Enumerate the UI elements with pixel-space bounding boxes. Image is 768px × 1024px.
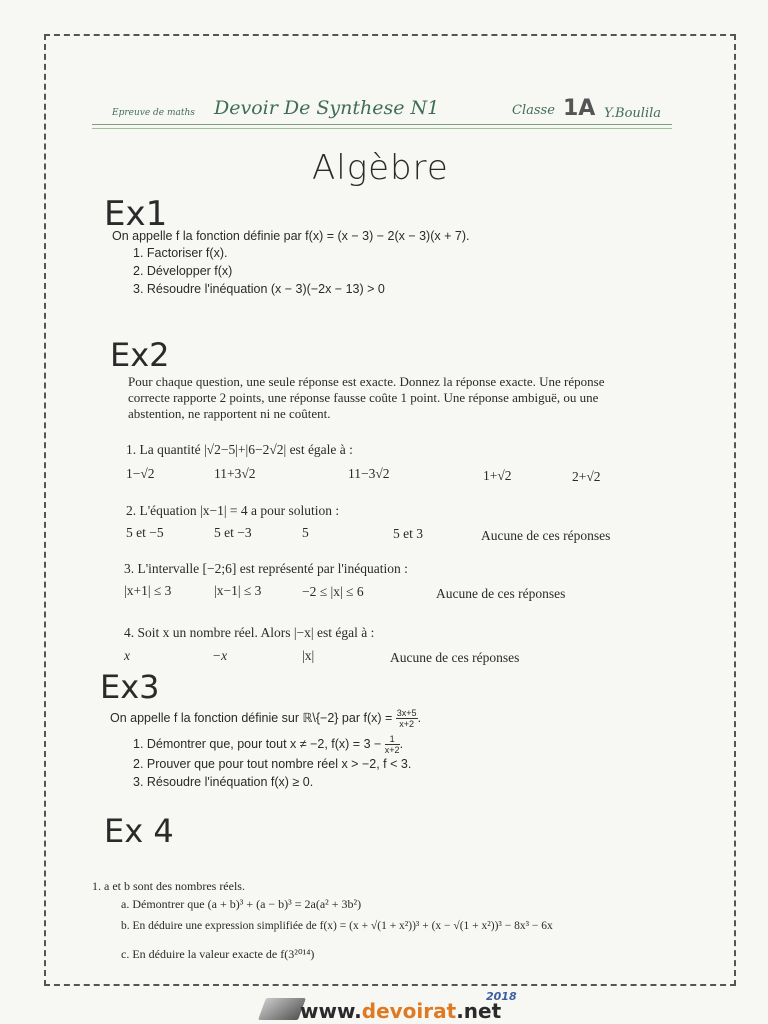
ex2-q2-option-5: Aucune de ces réponses [481, 528, 611, 543]
ex4-sub-a: a. Démontrer que (a + b)³ + (a − b)³ = 2a(a² + 3b²) [121, 897, 362, 911]
ex2-q2-option-1: 5 et −5 [126, 525, 164, 540]
ex3-item-2: 2. Prouver que pour tout nombre réel x > −2, f < 3. [133, 757, 412, 771]
footer-suffix: .net [456, 999, 502, 1023]
ex2-intro-line-3: abstention, ne rapportent ni ne coûtent. [128, 406, 331, 421]
ex4-label: Ex 4 [104, 812, 174, 850]
ex2-q1-option-5: 2+√2 [572, 469, 601, 484]
ex2-q1-option-4: 1+√2 [483, 468, 512, 483]
ex2-q4-option-3: |x| [302, 648, 315, 663]
ex3-intro-fraction [396, 708, 418, 729]
ex2-q3-option-3: −2 ≤ |x| ≤ 6 [302, 584, 364, 599]
ex3-intro-denominator: x+2 [399, 719, 415, 729]
header-title: Devoir De Synthese N1 [214, 97, 440, 119]
footer-prefix: www. [300, 999, 362, 1023]
ex2-q4-option-4: Aucune de ces réponses [390, 650, 520, 665]
ex1-item-1: 1. Factoriser f(x). [133, 246, 228, 260]
ex4-sub-c: c. En déduire la valeur exacte de f(3²⁰¹⁴) [121, 947, 315, 961]
ex3-intro-text: On appelle f la fonction définie sur ℝ\{−2} par f(x) = [110, 710, 393, 725]
section-title: Algèbre [312, 148, 449, 188]
header-epreuve: Epreuve de maths [112, 108, 195, 118]
ex2-q2-option-4: 5 et 3 [393, 526, 423, 541]
ex3-item-3: 3. Résoudre l'inéquation f(x) ≥ 0. [133, 775, 314, 789]
ex2-intro-line-1: Pour chaque question, une seule réponse est exacte. Donnez la réponse exacte. Une réponse [128, 374, 605, 389]
ex1-item-2: 2. Développer f(x) [133, 264, 233, 278]
ex3-item-1-fraction [385, 734, 400, 755]
ex2-q1-option-3: 11−3√2 [348, 466, 390, 481]
ex2-q4-prompt: 4. Soit x un nombre réel. Alors |−x| est égal à : [124, 625, 375, 640]
ex2-q3-option-1: |x+1| ≤ 3 [124, 583, 172, 598]
header-classe-value: 1A [563, 96, 596, 121]
ex2-q1-prompt: 1. La quantité |√2−5|+|6−2√2| est égale à : [126, 442, 353, 457]
header-author: Y.Boulila [604, 106, 662, 121]
ex3-item-1-numerator: 1 [385, 734, 400, 745]
ex2-q3-prompt: 3. L'intervalle [−2;6] est représenté par l'inéquation : [124, 561, 408, 576]
ex2-q2-prompt: 2. L'équation |x−1| = 4 a pour solution : [126, 503, 340, 518]
ex4-sub-b: b. En déduire une expression simplifiée de f(x) = (x + √(1 + x²))³ + (x − √(1 + x²))³ − 8x³ − 6x [121, 920, 553, 932]
header-rule-secondary [92, 128, 672, 129]
ex2-q2-option-3: 5 [302, 525, 309, 540]
header-rule [92, 124, 672, 125]
ex3-intro: On appelle f la fonction définie sur ℝ\{−2} par f(x) = $\frac{3x+5}{x+2}$ . [110, 708, 422, 729]
ex2-q4-option-2: −x [212, 648, 228, 663]
ex1-item-3: 3. Résoudre l'inéquation (x − 3)(−2x − 13) > 0 [133, 282, 385, 296]
ex2-intro-line-2: correcte rapporte 2 points, une réponse fausse coûte 1 point. Une réponse ambiguë, ou une [128, 390, 599, 405]
ex1-label: Ex1 [104, 194, 168, 234]
ex1-intro: On appelle f la fonction définie par f(x) = (x − 3) − 2(x − 3)(x + 7). [112, 229, 470, 243]
footer-logo-icon [258, 998, 306, 1020]
ex3-label: Ex3 [100, 668, 160, 706]
ex2-q3-option-2: |x−1| ≤ 3 [214, 583, 262, 598]
footer-brand: devoirat [361, 999, 457, 1023]
ex2-label: Ex2 [110, 336, 170, 374]
ex4-item-1: 1. a et b sont des nombres réels. [92, 879, 245, 893]
ex3-intro-numerator: 3x+5 [396, 708, 417, 718]
ex2-q3-option-4: Aucune de ces réponses [436, 586, 566, 601]
ex3-item-1: 1. Démontrer que, pour tout x ≠ −2, f(x) = 3 − $\frac{1}{x+2}$ . [133, 734, 404, 755]
ex2-q4-option-1: x [124, 648, 130, 663]
footer-site-link[interactable] [300, 999, 501, 1023]
ex2-q2-option-2: 5 et −3 [214, 525, 252, 540]
ex2-q1-option-1: 1−√2 [126, 466, 155, 481]
footer-year: 2018 [486, 990, 517, 1003]
ex3-item-1-denominator: x+2 [384, 745, 400, 755]
header-classe-label: Classe [512, 103, 555, 118]
ex3-item-1-text: 1. Démontrer que, pour tout x ≠ −2, f(x) = 3 − [133, 736, 382, 751]
ex2-q1-option-2: 11+3√2 [214, 466, 256, 481]
